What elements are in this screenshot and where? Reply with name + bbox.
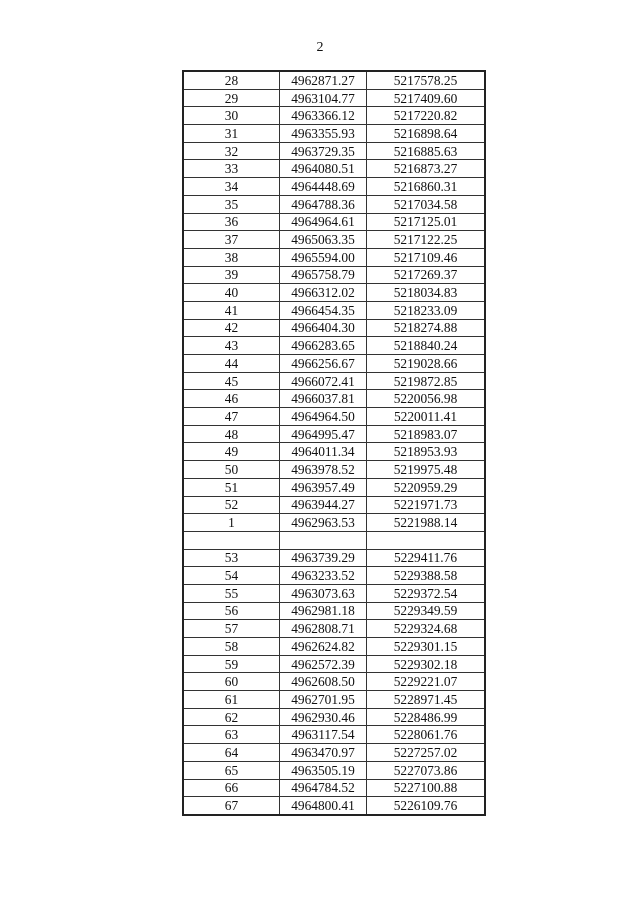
table-row bbox=[183, 213, 485, 231]
table-row bbox=[183, 266, 485, 284]
table-row bbox=[183, 284, 485, 302]
x-coordinate-cell: 4962624.82 bbox=[280, 638, 367, 656]
y-coordinate-cell: 5220011.41 bbox=[367, 408, 486, 426]
table-row bbox=[183, 301, 485, 319]
point-number-cell: 58 bbox=[183, 638, 280, 656]
y-coordinate-cell: 5218274.88 bbox=[367, 319, 486, 337]
y-coordinate-cell: 5217125.01 bbox=[367, 213, 486, 231]
x-coordinate-cell: 4963944.27 bbox=[280, 496, 367, 514]
point-number-cell: 31 bbox=[183, 125, 280, 143]
x-coordinate-cell: 4962701.95 bbox=[280, 691, 367, 709]
table-row bbox=[183, 708, 485, 726]
x-coordinate-cell: 4963505.19 bbox=[280, 761, 367, 779]
y-coordinate-cell: 5217578.25 bbox=[367, 71, 486, 89]
y-coordinate-cell: 5218953.93 bbox=[367, 443, 486, 461]
point-number-cell: 54 bbox=[183, 567, 280, 585]
x-coordinate-cell: 4963366.12 bbox=[280, 107, 367, 125]
y-coordinate-cell: 5229324.68 bbox=[367, 620, 486, 638]
x-coordinate-cell: 4965594.00 bbox=[280, 248, 367, 266]
point-number-cell: 52 bbox=[183, 496, 280, 514]
y-coordinate-cell: 5228061.76 bbox=[367, 726, 486, 744]
x-coordinate-cell: 4964448.69 bbox=[280, 178, 367, 196]
x-coordinate-cell: 4964800.41 bbox=[280, 797, 367, 815]
x-coordinate-cell: 4963957.49 bbox=[280, 478, 367, 496]
table-row bbox=[183, 549, 485, 567]
point-number-cell: 35 bbox=[183, 195, 280, 213]
x-coordinate-cell: 4964995.47 bbox=[280, 425, 367, 443]
y-coordinate-cell: 5218840.24 bbox=[367, 337, 486, 355]
y-coordinate-cell: 5218034.83 bbox=[367, 284, 486, 302]
point-number-cell: 53 bbox=[183, 549, 280, 567]
point-number-cell: 29 bbox=[183, 89, 280, 107]
point-number-cell: 62 bbox=[183, 708, 280, 726]
table-row bbox=[183, 319, 485, 337]
point-number-cell: 32 bbox=[183, 142, 280, 160]
x-coordinate-cell: 4963978.52 bbox=[280, 461, 367, 479]
x-coordinate-cell bbox=[280, 531, 367, 549]
y-coordinate-cell: 5216885.63 bbox=[367, 142, 486, 160]
table-row bbox=[183, 178, 485, 196]
table-row bbox=[183, 779, 485, 797]
table-row bbox=[183, 89, 485, 107]
y-coordinate-cell: 5218983.07 bbox=[367, 425, 486, 443]
x-coordinate-cell: 4962930.46 bbox=[280, 708, 367, 726]
table-row bbox=[183, 531, 485, 549]
table-row bbox=[183, 355, 485, 373]
x-coordinate-cell: 4965063.35 bbox=[280, 231, 367, 249]
table-row bbox=[183, 691, 485, 709]
y-coordinate-cell: 5217034.58 bbox=[367, 195, 486, 213]
point-number-cell: 55 bbox=[183, 584, 280, 602]
table-row bbox=[183, 443, 485, 461]
point-number-cell: 30 bbox=[183, 107, 280, 125]
x-coordinate-cell: 4964011.34 bbox=[280, 443, 367, 461]
point-number-cell: 42 bbox=[183, 319, 280, 337]
table-row bbox=[183, 195, 485, 213]
table-row bbox=[183, 408, 485, 426]
table-row bbox=[183, 248, 485, 266]
y-coordinate-cell: 5229301.15 bbox=[367, 638, 486, 656]
y-coordinate-cell: 5217220.82 bbox=[367, 107, 486, 125]
table-row bbox=[183, 514, 485, 532]
y-coordinate-cell: 5220056.98 bbox=[367, 390, 486, 408]
point-number-cell: 33 bbox=[183, 160, 280, 178]
y-coordinate-cell: 5229372.54 bbox=[367, 584, 486, 602]
point-number-cell: 56 bbox=[183, 602, 280, 620]
point-number-cell bbox=[183, 531, 280, 549]
x-coordinate-cell: 4962608.50 bbox=[280, 673, 367, 691]
table-row bbox=[183, 160, 485, 178]
x-coordinate-cell: 4962808.71 bbox=[280, 620, 367, 638]
y-coordinate-cell: 5229349.59 bbox=[367, 602, 486, 620]
table-row bbox=[183, 390, 485, 408]
x-coordinate-cell: 4962572.39 bbox=[280, 655, 367, 673]
y-coordinate-cell: 5219975.48 bbox=[367, 461, 486, 479]
point-number-cell: 63 bbox=[183, 726, 280, 744]
y-coordinate-cell: 5229411.76 bbox=[367, 549, 486, 567]
table-row bbox=[183, 142, 485, 160]
table-row bbox=[183, 425, 485, 443]
coordinates-table bbox=[182, 70, 486, 816]
x-coordinate-cell: 4963470.97 bbox=[280, 744, 367, 762]
y-coordinate-cell: 5229221.07 bbox=[367, 673, 486, 691]
point-number-cell: 43 bbox=[183, 337, 280, 355]
point-number-cell: 34 bbox=[183, 178, 280, 196]
point-number-cell: 66 bbox=[183, 779, 280, 797]
y-coordinate-cell: 5219028.66 bbox=[367, 355, 486, 373]
point-number-cell: 57 bbox=[183, 620, 280, 638]
y-coordinate-cell: 5227100.88 bbox=[367, 779, 486, 797]
y-coordinate-cell: 5216898.64 bbox=[367, 125, 486, 143]
y-coordinate-cell: 5221988.14 bbox=[367, 514, 486, 532]
table-row bbox=[183, 673, 485, 691]
y-coordinate-cell: 5217109.46 bbox=[367, 248, 486, 266]
point-number-cell: 64 bbox=[183, 744, 280, 762]
table-row bbox=[183, 372, 485, 390]
x-coordinate-cell: 4963117.54 bbox=[280, 726, 367, 744]
x-coordinate-cell: 4963729.35 bbox=[280, 142, 367, 160]
table-row bbox=[183, 461, 485, 479]
x-coordinate-cell: 4962981.18 bbox=[280, 602, 367, 620]
y-coordinate-cell: 5226109.76 bbox=[367, 797, 486, 815]
x-coordinate-cell: 4964788.36 bbox=[280, 195, 367, 213]
x-coordinate-cell: 4966037.81 bbox=[280, 390, 367, 408]
y-coordinate-cell: 5227257.02 bbox=[367, 744, 486, 762]
y-coordinate-cell: 5218233.09 bbox=[367, 301, 486, 319]
point-number-cell: 44 bbox=[183, 355, 280, 373]
table-row bbox=[183, 496, 485, 514]
x-coordinate-cell: 4966256.67 bbox=[280, 355, 367, 373]
y-coordinate-cell: 5228486.99 bbox=[367, 708, 486, 726]
x-coordinate-cell: 4962963.53 bbox=[280, 514, 367, 532]
point-number-cell: 1 bbox=[183, 514, 280, 532]
point-number-cell: 38 bbox=[183, 248, 280, 266]
point-number-cell: 65 bbox=[183, 761, 280, 779]
x-coordinate-cell: 4964784.52 bbox=[280, 779, 367, 797]
table-row bbox=[183, 761, 485, 779]
point-number-cell: 48 bbox=[183, 425, 280, 443]
table-row bbox=[183, 478, 485, 496]
table-row bbox=[183, 726, 485, 744]
y-coordinate-cell: 5227073.86 bbox=[367, 761, 486, 779]
table-row bbox=[183, 744, 485, 762]
table-row bbox=[183, 655, 485, 673]
point-number-cell: 28 bbox=[183, 71, 280, 89]
y-coordinate-cell: 5229388.58 bbox=[367, 567, 486, 585]
point-number-cell: 49 bbox=[183, 443, 280, 461]
y-coordinate-cell: 5229302.18 bbox=[367, 655, 486, 673]
point-number-cell: 50 bbox=[183, 461, 280, 479]
point-number-cell: 60 bbox=[183, 673, 280, 691]
x-coordinate-cell: 4965758.79 bbox=[280, 266, 367, 284]
table-row bbox=[183, 638, 485, 656]
x-coordinate-cell: 4964080.51 bbox=[280, 160, 367, 178]
x-coordinate-cell: 4966454.35 bbox=[280, 301, 367, 319]
x-coordinate-cell: 4963233.52 bbox=[280, 567, 367, 585]
x-coordinate-cell: 4963355.93 bbox=[280, 125, 367, 143]
y-coordinate-cell: 5221971.73 bbox=[367, 496, 486, 514]
point-number-cell: 47 bbox=[183, 408, 280, 426]
y-coordinate-cell: 5216860.31 bbox=[367, 178, 486, 196]
y-coordinate-cell: 5217409.60 bbox=[367, 89, 486, 107]
point-number-cell: 41 bbox=[183, 301, 280, 319]
x-coordinate-cell: 4963739.29 bbox=[280, 549, 367, 567]
x-coordinate-cell: 4964964.50 bbox=[280, 408, 367, 426]
x-coordinate-cell: 4964964.61 bbox=[280, 213, 367, 231]
x-coordinate-cell: 4966283.65 bbox=[280, 337, 367, 355]
point-number-cell: 61 bbox=[183, 691, 280, 709]
point-number-cell: 45 bbox=[183, 372, 280, 390]
x-coordinate-cell: 4966072.41 bbox=[280, 372, 367, 390]
table-row bbox=[183, 584, 485, 602]
point-number-cell: 46 bbox=[183, 390, 280, 408]
table-row bbox=[183, 125, 485, 143]
table-row bbox=[183, 337, 485, 355]
point-number-cell: 39 bbox=[183, 266, 280, 284]
coordinates-table-body bbox=[183, 71, 485, 815]
table-row bbox=[183, 797, 485, 815]
y-coordinate-cell: 5219872.85 bbox=[367, 372, 486, 390]
point-number-cell: 67 bbox=[183, 797, 280, 815]
table-row bbox=[183, 231, 485, 249]
y-coordinate-cell: 5220959.29 bbox=[367, 478, 486, 496]
y-coordinate-cell: 5216873.27 bbox=[367, 160, 486, 178]
y-coordinate-cell bbox=[367, 531, 486, 549]
table-row bbox=[183, 567, 485, 585]
table-row bbox=[183, 71, 485, 89]
x-coordinate-cell: 4963104.77 bbox=[280, 89, 367, 107]
y-coordinate-cell: 5217269.37 bbox=[367, 266, 486, 284]
point-number-cell: 59 bbox=[183, 655, 280, 673]
y-coordinate-cell: 5228971.45 bbox=[367, 691, 486, 709]
table-row bbox=[183, 107, 485, 125]
point-number-cell: 37 bbox=[183, 231, 280, 249]
table-row bbox=[183, 620, 485, 638]
point-number-cell: 51 bbox=[183, 478, 280, 496]
x-coordinate-cell: 4966404.30 bbox=[280, 319, 367, 337]
x-coordinate-cell: 4966312.02 bbox=[280, 284, 367, 302]
table-row bbox=[183, 602, 485, 620]
point-number-cell: 40 bbox=[183, 284, 280, 302]
page-number: 2 bbox=[316, 40, 324, 55]
x-coordinate-cell: 4963073.63 bbox=[280, 584, 367, 602]
y-coordinate-cell: 5217122.25 bbox=[367, 231, 486, 249]
point-number-cell: 36 bbox=[183, 213, 280, 231]
x-coordinate-cell: 4962871.27 bbox=[280, 71, 367, 89]
